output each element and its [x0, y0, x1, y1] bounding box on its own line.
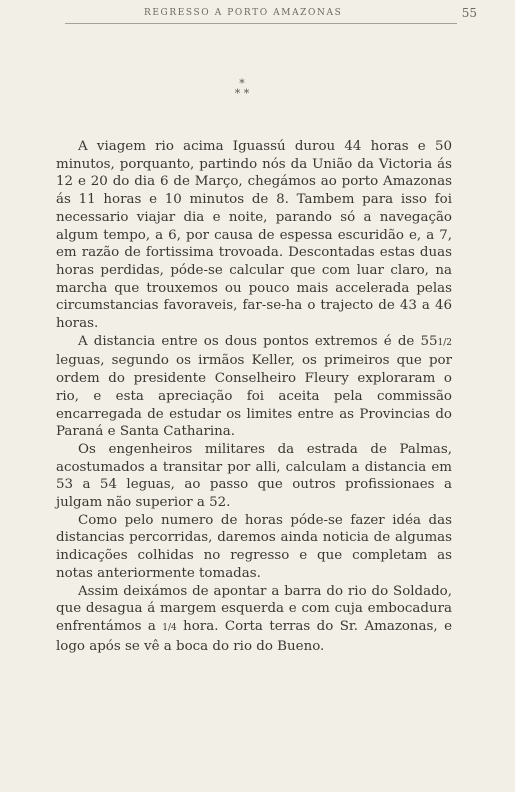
fraction: 1/4 [162, 622, 177, 633]
paragraph-text: leguas, segundo os irmãos Keller, os primeiros que por ordem do presidente Conselheiro Fleury exploraram o rio, e esta apreciação foi aceita pela commissão encarregada de estudar os limites entre as Provincias do Paraná e Santa Catharina. [56, 353, 452, 440]
paragraph-text: Os engenheiros militares da estrada de Palmas, acostumados a transitar por alli, calculam a distancia em 53 a 54 leguas, ao passo que outros profissionaes a julgam não superior a 52. [56, 441, 452, 511]
running-title: REGRESSO A PORTO AMAZONAS [144, 8, 343, 18]
paragraph-5 [56, 583, 452, 656]
paragraph-1 [56, 138, 452, 333]
asterism-top: * [239, 77, 245, 90]
paragraph-text: A viagem rio acima Iguassú durou 44 horas e 50 minutos, porquanto, partindo nós da União da Victoria ás 12 e 20 do dia 6 de Março, chegámos ao porto Amazonas ás 11 horas e 10 minutos de 8. Tambem para isso foi necessario viajar dia e noite, parando só a navegação algum tempo, a 6, por causa de espessa escuridão e, a 7, em razão de fortissima trovoada. Descontadas estas duas horas perdidas, póde-se calcular que com luar claro, na marcha que trouxemos ou pouco mais accelerada pelas circumstancias favoraveis, far-se-ha o trajecto de 43 a 46 horas. [56, 139, 452, 332]
paragraph-2 [56, 333, 452, 441]
asterism [222, 79, 262, 105]
paragraph-text: hora. Corta terras do Sr. Amazonas, e logo após se vê a boca do rio do Bueno. [56, 618, 452, 654]
paragraph-3 [56, 441, 452, 512]
page-number: 55 [461, 6, 477, 20]
asterism-bottom: * * [234, 87, 250, 100]
paragraph-4 [56, 512, 452, 583]
header-rule [65, 23, 457, 24]
paragraph-text: Assim deixámos de apontar a barra do rio do Soldado, que desagua á margem esquerda e com cuja embocadura enfrentámos a [56, 583, 452, 634]
body-text [56, 138, 452, 655]
fraction: 1/2 [437, 337, 452, 348]
paragraph-text: Como pelo numero de horas póde-se fazer idéa das distancias percorridas, daremos ainda noticia de algumas indicações colhidas no regresso e que completam as notas anteriormente tomadas. [56, 512, 452, 581]
paragraph-text: A distancia entre os dous pontos extremos é de 55 [78, 333, 438, 349]
running-head [0, 6, 515, 22]
